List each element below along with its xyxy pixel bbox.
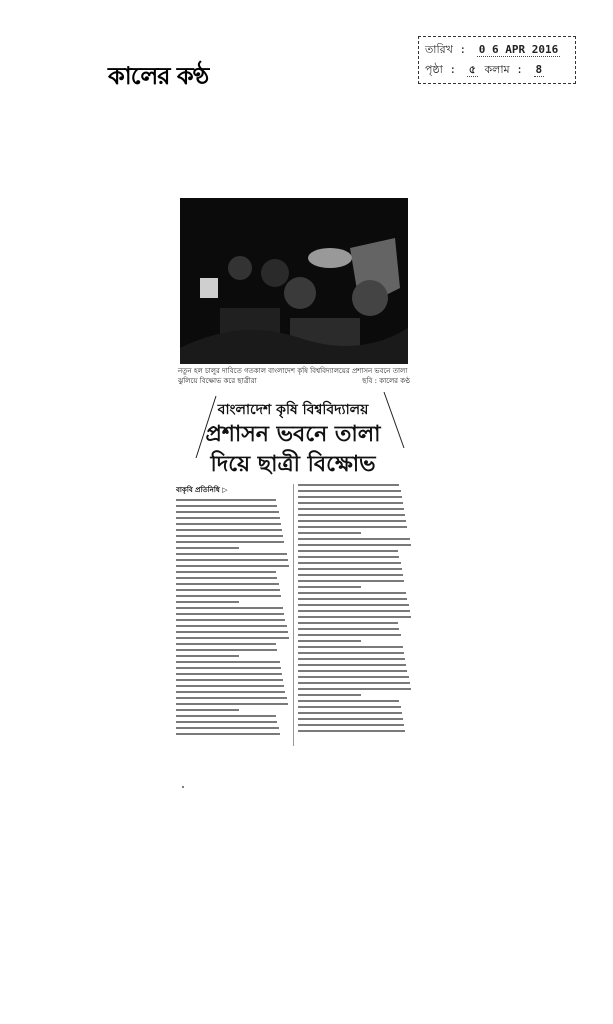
body-text-line <box>298 496 402 498</box>
body-text-line <box>176 571 276 573</box>
body-text-line <box>298 682 410 684</box>
body-text-line <box>298 562 401 564</box>
photo-credit: ছবি : কালের কণ্ঠ <box>362 377 410 385</box>
body-text-line <box>176 607 283 609</box>
body-text-right <box>298 484 412 732</box>
body-text-line <box>176 679 283 681</box>
body-text-line <box>298 646 403 648</box>
body-text-line <box>298 592 406 594</box>
body-text-line <box>176 511 279 513</box>
body-text-line <box>176 703 288 705</box>
body-text-line <box>298 526 407 528</box>
body-text-line <box>298 574 403 576</box>
body-text-line <box>298 502 403 504</box>
body-text-line <box>176 499 276 501</box>
body-text-left <box>176 499 290 735</box>
body-text-line <box>298 706 401 708</box>
body-text-line <box>176 631 288 633</box>
body-text-line <box>176 643 276 645</box>
stamp-column-value: 8 <box>535 63 543 76</box>
body-text-line <box>176 727 279 729</box>
body-text-line <box>176 517 280 519</box>
body-text-line <box>298 730 405 732</box>
article-kicker: বাংলাদেশ কৃষি বিশ্ববিদ্যালয় <box>217 402 369 418</box>
stamp-date-label: তারিখ : <box>425 43 467 56</box>
scan-speck <box>182 786 184 788</box>
body-text-line <box>176 685 284 687</box>
body-text-line <box>176 709 239 711</box>
body-text-line <box>298 712 402 714</box>
stamp-date-value: 0 6 APR 2016 <box>478 43 559 56</box>
body-text-line <box>298 568 402 570</box>
body-text-line <box>176 589 280 591</box>
photo-caption-text: নতুন হল চালুর দাবিতে গতকাল বাংলাদেশ কৃষি বিশ্ববিদ্যালয়ের প্রশাসন ভবনে তালা ঝুলিয়ে বিক্ষোভ করে ছাত্রীরা <box>178 367 408 385</box>
body-text-line <box>298 532 361 534</box>
body-text-line <box>298 586 361 588</box>
body-text-line <box>176 523 281 525</box>
body-text-line <box>176 625 287 627</box>
news-clipping <box>176 198 410 758</box>
body-text-line <box>176 661 280 663</box>
body-text-line <box>176 583 279 585</box>
body-text-line <box>298 544 411 546</box>
body-text-line <box>176 619 285 621</box>
date-stamp <box>418 36 576 84</box>
body-text-line <box>298 670 407 672</box>
photo-caption <box>178 366 410 386</box>
stamp-column-label: কলাম : <box>484 63 523 76</box>
body-text-line <box>176 553 287 555</box>
body-text-line <box>298 514 405 516</box>
body-text-line <box>298 724 404 726</box>
body-text-line <box>298 652 404 654</box>
body-text-line <box>176 505 277 507</box>
article-column-left <box>176 484 290 746</box>
body-text-line <box>176 535 283 537</box>
body-text-line <box>176 559 288 561</box>
body-text-line <box>298 688 411 690</box>
body-text-line <box>298 622 398 624</box>
article-headline <box>176 420 410 480</box>
body-text-line <box>176 691 285 693</box>
body-text-line <box>298 604 409 606</box>
protest-photo <box>180 198 408 364</box>
body-text-line <box>298 490 401 492</box>
body-text-line <box>298 664 406 666</box>
body-text-line <box>298 520 406 522</box>
body-text-line <box>176 613 284 615</box>
body-text-line <box>298 718 403 720</box>
body-text-line <box>176 601 239 603</box>
body-text-line <box>176 733 280 735</box>
body-text-line <box>176 649 277 651</box>
body-text-line <box>298 628 399 630</box>
body-text-line <box>298 580 404 582</box>
body-text-line <box>298 598 407 600</box>
body-text-line <box>298 538 410 540</box>
body-text-line <box>176 667 281 669</box>
body-text-line <box>176 541 284 543</box>
body-text-line <box>298 508 404 510</box>
body-text-line <box>176 673 282 675</box>
body-text-line <box>298 484 399 486</box>
headline-line-2: দিয়ে ছাত্রী বিক্ষোভ <box>210 452 376 477</box>
body-text-line <box>176 595 281 597</box>
body-text-line <box>298 694 361 696</box>
stamp-page-value: ৫ <box>468 63 476 76</box>
body-text-line <box>298 640 361 642</box>
body-text-line <box>298 676 409 678</box>
body-text-line <box>298 550 398 552</box>
body-text-line <box>176 565 289 567</box>
body-text-line <box>298 634 401 636</box>
body-text-line <box>176 697 287 699</box>
stamp-page-label: পৃষ্ঠা : <box>425 63 457 76</box>
article-byline: বাকৃবি প্রতিনিধি ▷ <box>176 486 228 494</box>
body-text-line <box>176 637 289 639</box>
article-column-right <box>298 484 412 746</box>
body-text-line <box>298 556 399 558</box>
headline-line-1: প্রশাসন ভবনে তালা <box>205 422 381 447</box>
body-text-line <box>176 655 239 657</box>
photo-image <box>180 198 408 364</box>
body-text-line <box>298 616 411 618</box>
masthead: কালের কণ্ঠ <box>108 61 209 90</box>
body-text-line <box>176 721 277 723</box>
body-text-line <box>176 547 239 549</box>
body-text-line <box>176 577 277 579</box>
body-text-line <box>298 700 399 702</box>
column-divider <box>293 484 294 746</box>
body-text-line <box>176 715 276 717</box>
body-text-line <box>176 529 282 531</box>
body-text-line <box>298 610 410 612</box>
body-text-line <box>298 658 405 660</box>
